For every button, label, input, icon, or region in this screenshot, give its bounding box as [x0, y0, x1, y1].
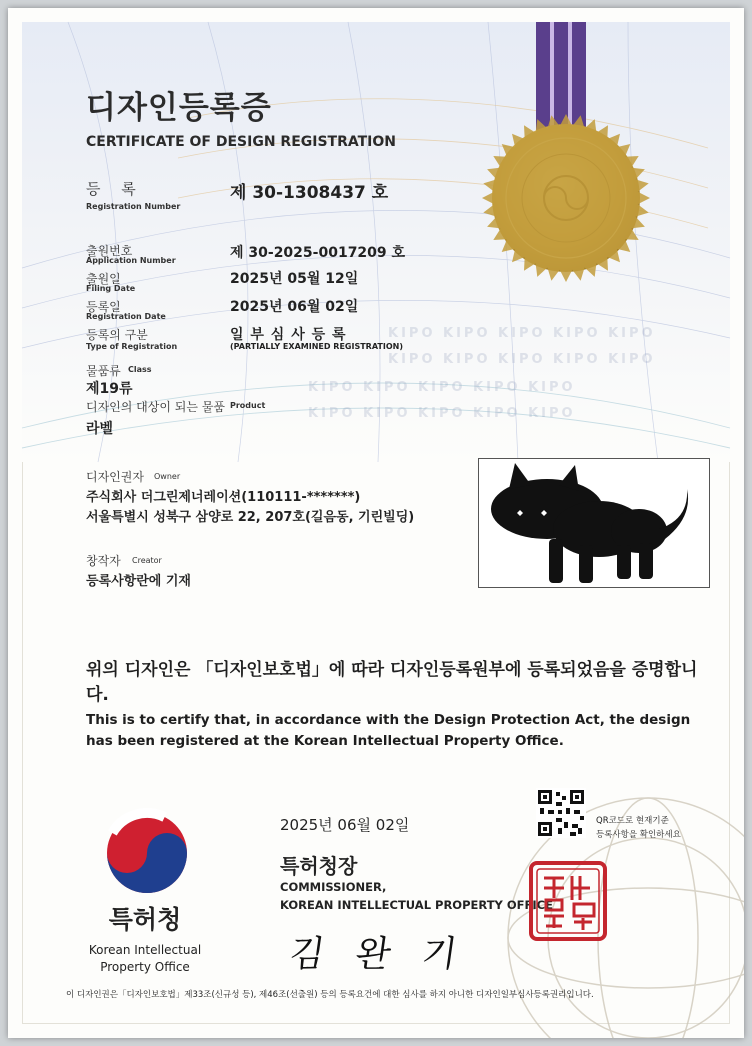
watermark-line: KIPO KIPO KIPO KIPO KIPO [308, 380, 576, 395]
class-label: 물품류 [86, 364, 121, 378]
qr-code-icon[interactable] [536, 788, 586, 838]
qr-note-line2: 등록사항을 확인하세요 [596, 830, 681, 840]
application-label: 출원번호 [86, 244, 133, 258]
watermark-line: KIPO KIPO KIPO KIPO KIPO [388, 352, 656, 367]
owner-address: 서울특별시 성북구 삼양로 22, 207호(길음동, 기린빌딩) [86, 510, 415, 525]
type-value-en: (PARTIALLY EXAMINED REGISTRATION) [230, 342, 403, 351]
creator-label: 창작자 [86, 554, 121, 568]
issuer-english-line1: COMMISSIONER, [280, 880, 387, 894]
owner-name: 주식회사 더그린제너레이션(110111-*******) [86, 490, 361, 505]
filing-label: 출원일 [86, 272, 121, 286]
product-label-en: Product [230, 401, 266, 410]
registration-label-en: Registration Number [86, 202, 181, 211]
certificate-sheet [8, 8, 744, 1038]
kipo-name-english-line1: Korean Intellectual [88, 943, 202, 957]
class-value: 제19류 [86, 381, 133, 397]
watermark-line: KIPO KIPO KIPO KIPO KIPO [388, 326, 656, 341]
type-value: 일 부 심 사 등 록 [230, 327, 347, 343]
design-image [478, 458, 710, 588]
product-value: 라벨 [86, 421, 114, 437]
filing-date: 2025년 05월 12일 [230, 271, 359, 287]
official-red-seal-icon [528, 860, 608, 942]
issue-date: 2025년 06월 02일 [280, 816, 410, 834]
registration-date-label-en: Registration Date [86, 312, 166, 321]
kipo-name-english-line2: Property Office [100, 960, 190, 974]
class-label-en: Class [128, 365, 152, 374]
title-english: CERTIFICATE OF DESIGN REGISTRATION [86, 134, 397, 150]
registration-date: 2025년 06월 02일 [230, 299, 359, 315]
signature: 김 완 기 [286, 934, 470, 975]
qr-note-line1: QR코드로 현재기준 [596, 816, 669, 826]
issuer-korean: 특허청장 [280, 854, 358, 878]
watermark-line: KIPO KIPO KIPO KIPO KIPO [308, 406, 576, 421]
issuer-english-line2: KOREAN INTELLECTUAL PROPERTY OFFICE [280, 898, 553, 912]
type-label: 등록의 구분 [86, 328, 148, 342]
registration-label: 등 록 [86, 180, 144, 198]
application-label-en: Application Number [86, 256, 176, 265]
owner-label-en: Owner [154, 472, 181, 481]
product-label: 디자인의 대상이 되는 물품 [86, 400, 225, 414]
registration-date-label: 등록일 [86, 300, 121, 314]
type-label-en: Type of Registration [86, 342, 178, 351]
creator-label-en: Creator [132, 556, 162, 565]
owner-label: 디자인권자 [86, 470, 144, 484]
registration-number: 제 30-1308437 호 [230, 183, 389, 203]
statement-english: This is to certify that, in accordance with the Design Protection Act, the design has been registered at the Korean Intellectual Property Office. [86, 712, 691, 749]
kipo-name-korean: 특허청 [108, 905, 182, 934]
footer-note: 이 디자인권은「디자인보호법」제33조(신규성 등), 제46조(선출원) 등의 등록요건에 대한 심사를 하지 아니한 디자인일부심사등록권리입니다. [66, 990, 594, 1000]
application-number: 제 30-2025-0017209 호 [230, 245, 406, 261]
black-cat-icon [479, 459, 709, 587]
statement-korean: 위의 디자인은 「디자인보호법」에 따라 디자인등록원부에 등록되었음을 증명합니다. [86, 660, 698, 705]
filing-label-en: Filing Date [86, 284, 136, 293]
title-korean: 디자인등록증 [86, 90, 272, 126]
kipo-logo-icon [102, 808, 192, 898]
creator-value: 등록사항란에 기재 [86, 574, 191, 589]
